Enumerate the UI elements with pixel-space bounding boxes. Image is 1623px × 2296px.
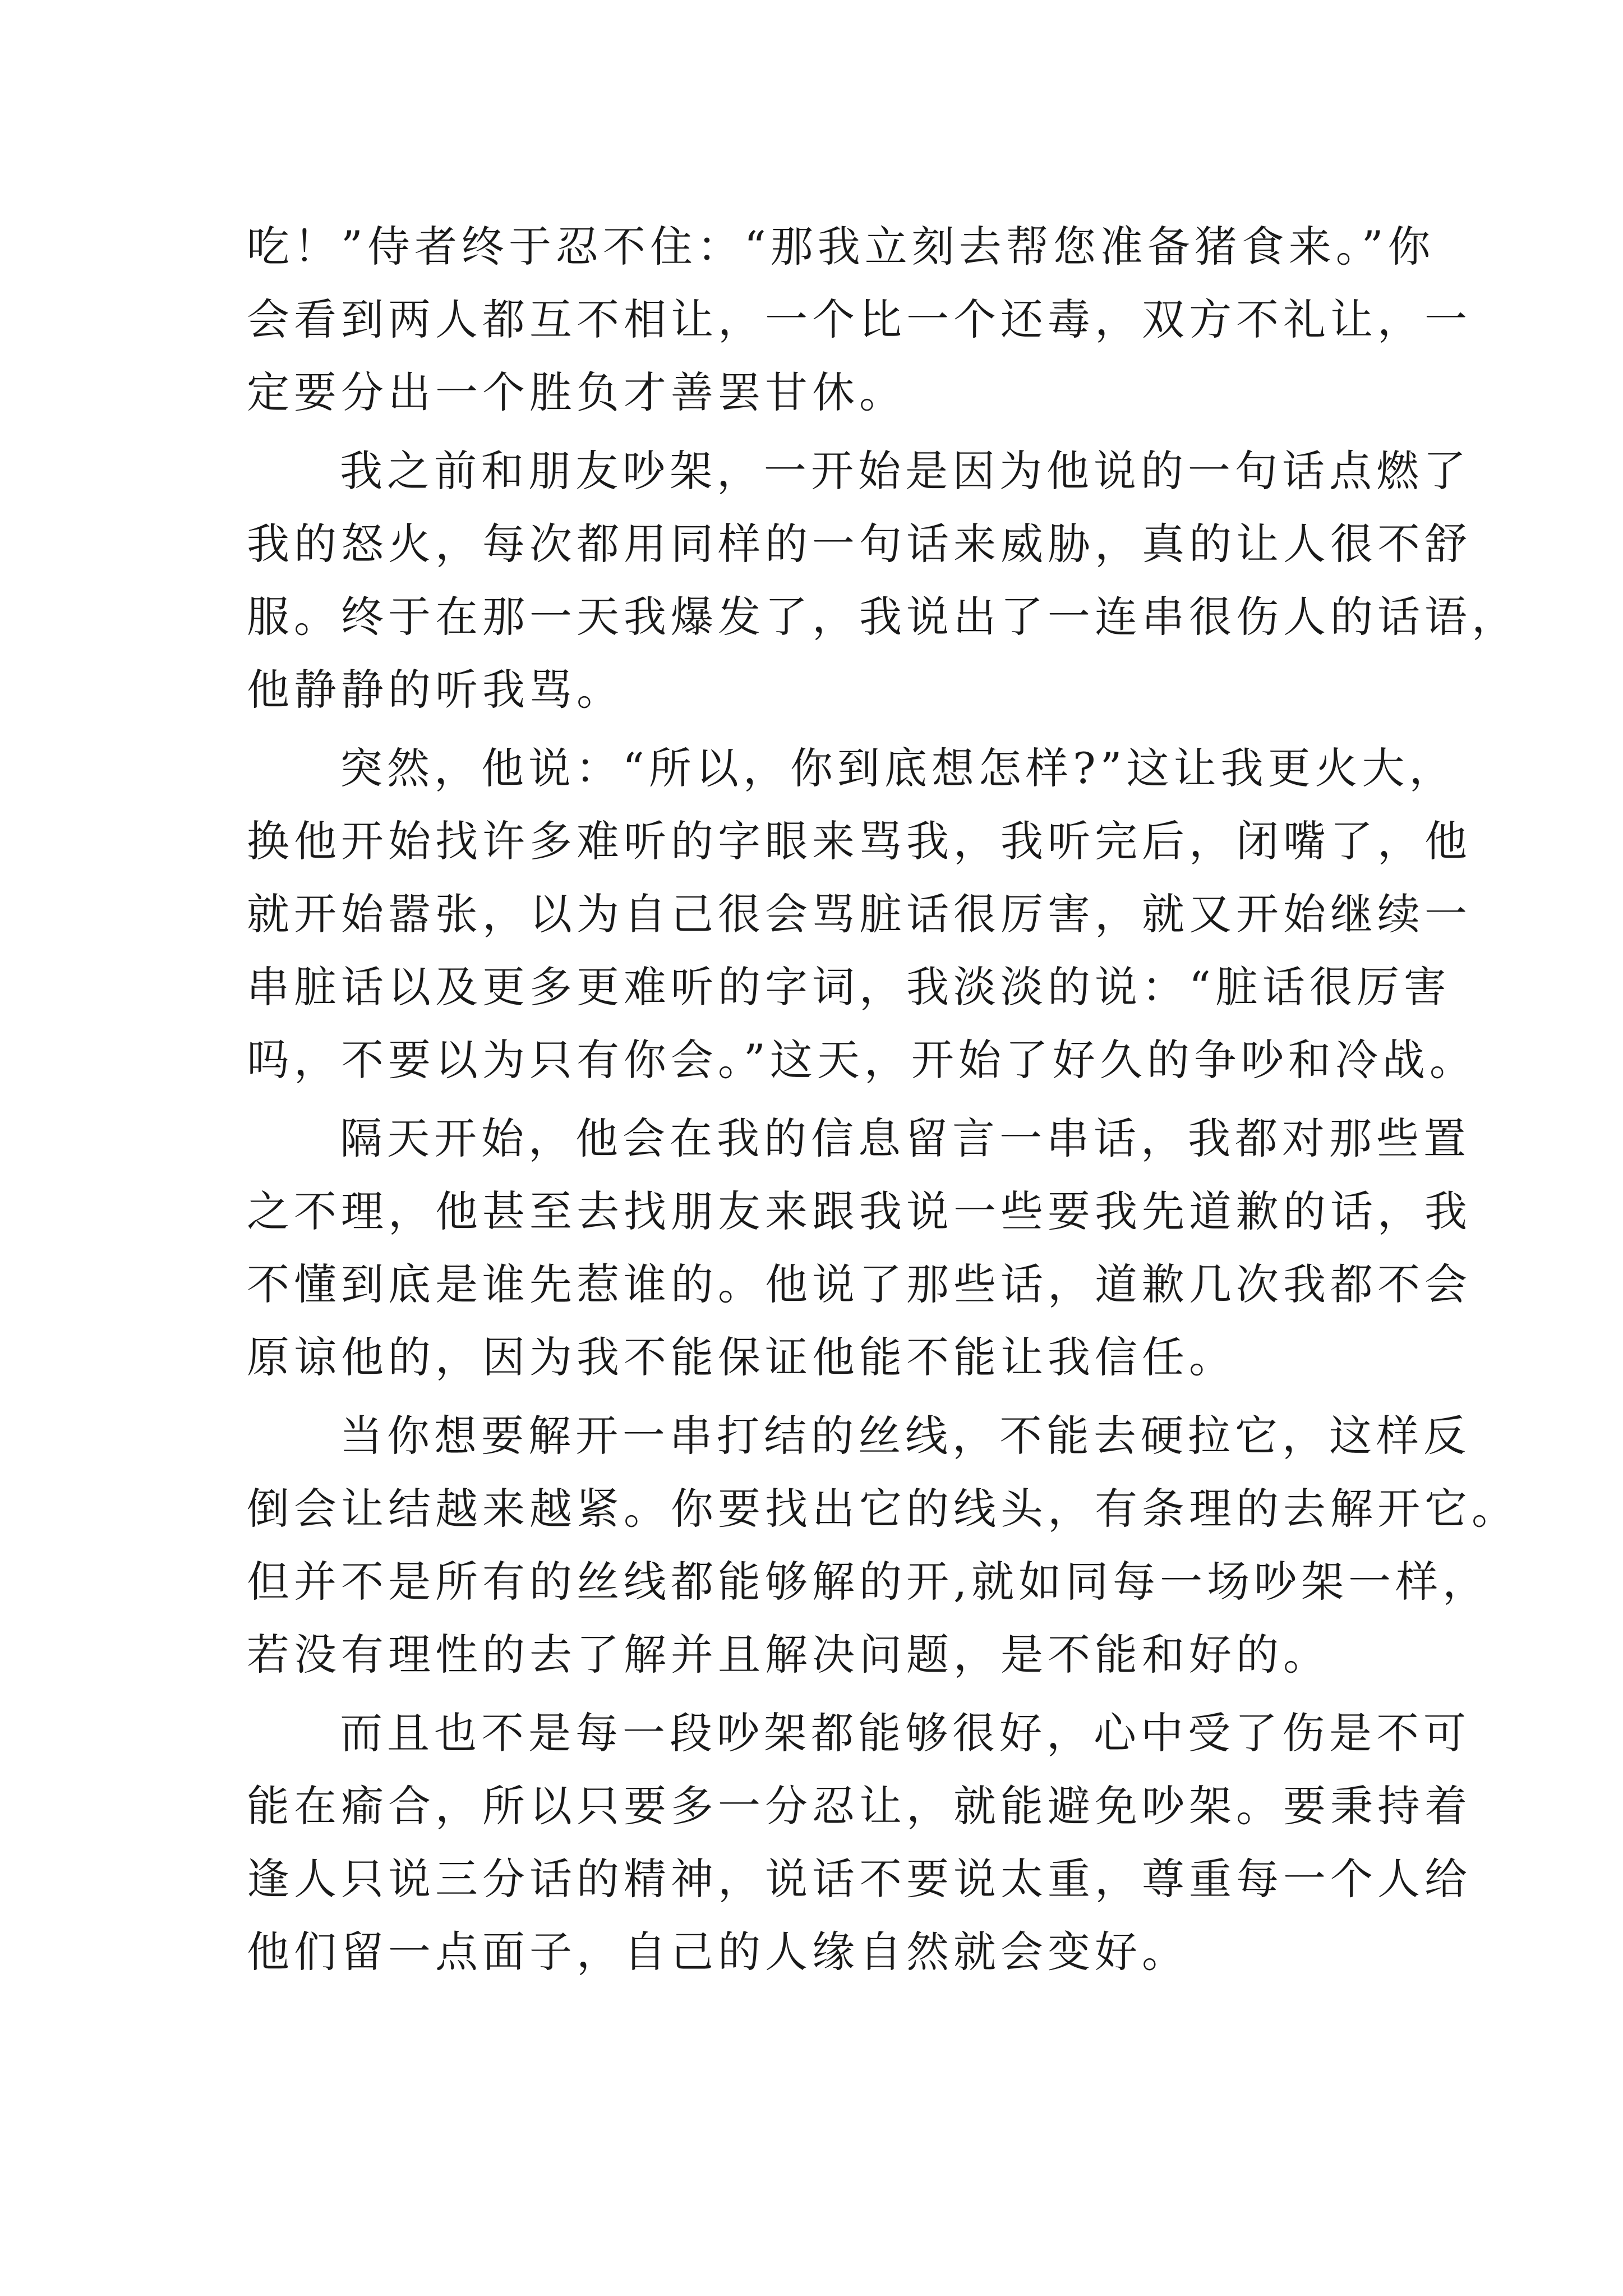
- text-line: 若没有理性的去了解并且解决问题，是不能和好的。: [247, 1630, 1330, 1680]
- paragraph-first-line: 隔天开始，他会在我的信息留言一串话，我都对那些置: [340, 1114, 1470, 1163]
- text-line: 他静静的听我骂。: [247, 665, 624, 715]
- paragraph-first-line: 当你想要解开一串打结的丝线，不能去硬拉它，这样反: [340, 1411, 1470, 1461]
- text-line: 串脏话以及更多更难听的字词，我淡淡的说：“脏话很厉害: [247, 962, 1451, 1012]
- text-line: 定要分出一个胜负才善罢甘休。: [247, 367, 906, 417]
- text-line: 他们留一点面子，自己的人缘自然就会变好。: [247, 1927, 1189, 1977]
- text-line: 逢人只说三分话的精神，说话不要说太重，尊重每一个人给: [247, 1854, 1472, 1904]
- text-line: 能在瘉合，所以只要多一分忍让，就能避免吵架。要秉持着: [247, 1781, 1472, 1831]
- text-line: 但并不是所有的丝线都能够解的开,就如同每一场吵架一样，: [247, 1557, 1490, 1607]
- paragraph-first-line: 而且也不是每一段吵架都能够很好，心中受了伤是不可: [340, 1708, 1470, 1758]
- text-line: 换他开始找许多难听的字眼来骂我，我听完后，闭嘴了，他: [247, 816, 1472, 866]
- text-line: 倒会让结越来越紧。你要找出它的线头，有条理的去解开它。: [247, 1484, 1519, 1534]
- text-line: 吗，不要以为只有你会。”这天，开始了好久的争吵和冷战。: [247, 1035, 1477, 1085]
- text-line: 原谅他的，因为我不能保证他能不能让我信任。: [247, 1332, 1236, 1382]
- text-line: 之不理，他甚至去找朋友来跟我说一些要我先道歉的话，我: [247, 1186, 1472, 1236]
- text-line: 不懂到底是谁先惹谁的。他说了那些话，道歉几次我都不会: [247, 1259, 1472, 1309]
- text-line: 会看到两人都互不相让，一个比一个还毒，双方不礼让，一: [247, 295, 1472, 344]
- paragraph-first-line: 突然，他说：“所以，你到底想怎样?”这让我更火大，: [340, 743, 1456, 793]
- text-line: 吃！”侍者终于忍不住：“那我立刻去帮您准备猪食来。”你: [247, 222, 1435, 272]
- text-line: 服。终于在那一天我爆发了，我说出了一连串很伤人的话语，: [247, 592, 1519, 642]
- paragraph-first-line: 我之前和朋友吵架，一开始是因为他说的一句话点燃了: [340, 446, 1470, 496]
- text-line: 我的怒火，每次都用同样的一句话来威胁，真的让人很不舒: [247, 519, 1472, 569]
- text-line: 就开始嚣张，以为自己很会骂脏话很厉害，就又开始继续一: [247, 889, 1472, 939]
